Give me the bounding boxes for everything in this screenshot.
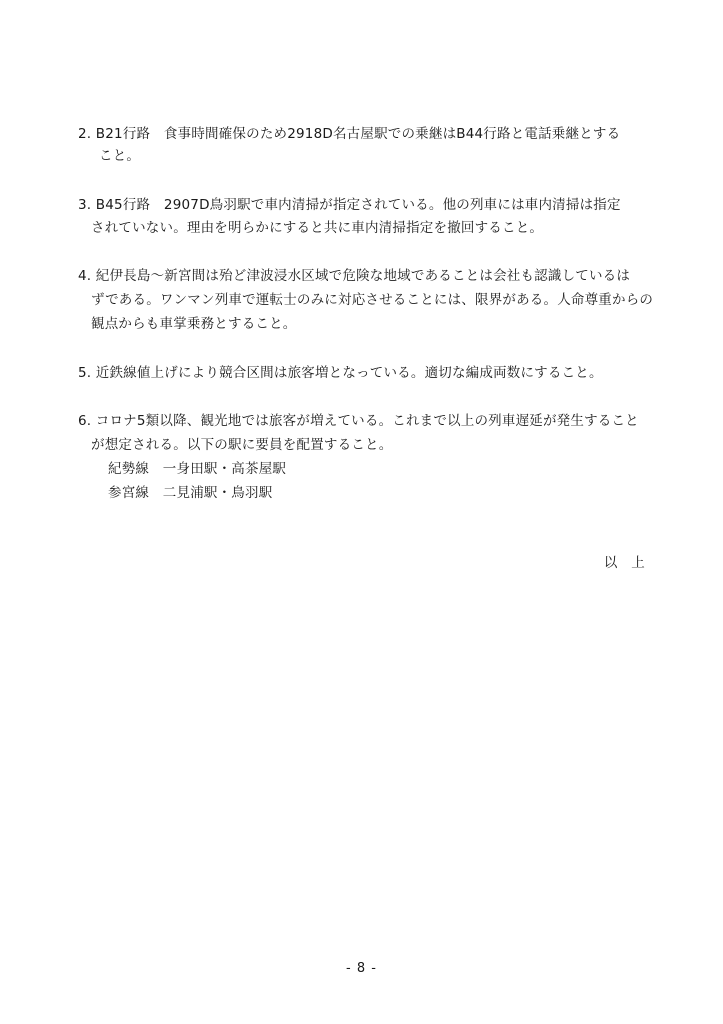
- item-6-number: 6.: [78, 413, 92, 429]
- item-3-line-2: されていない。理由を明らかにすると共に車内清掃指定を撤回すること。: [91, 220, 544, 236]
- item-3-line-1: [78, 195, 621, 215]
- item-3-text-1: B45行路 2907D鳥羽駅で車内清掃が指定されている。他の列車には車内清掃は指定: [95, 197, 621, 213]
- item-4-text-1: 紀伊長島～新宮間は殆ど津波浸水区域で危険な地域であることは会社も認識しているは: [95, 268, 631, 284]
- item-2-line-1: [78, 124, 620, 144]
- closing-mark: 以 上: [603, 555, 645, 571]
- item-4-line-1: [78, 266, 630, 286]
- item-6-text-1: コロナ5類以降、観光地では旅客が増えている。これまで以上の列車遅延が発生すること: [95, 413, 639, 429]
- item-4-line-2: ずである。ワンマン列車で運転士のみに対応させることには、限界がある。人命尊重からの: [91, 292, 654, 308]
- item-5-text-1: 近鉄線値上げにより競合区間は旅客増となっている。適切な編成両数にすること。: [95, 365, 603, 381]
- station-line-kisei: 紀勢線 一身田駅・高茶屋駅: [108, 461, 287, 477]
- item-5-line-1: [78, 363, 603, 383]
- item-2-number: 2.: [78, 126, 92, 142]
- item-6-line-1: [78, 411, 639, 431]
- item-6-line-2: が想定される。以下の駅に要員を配置すること。: [91, 437, 393, 453]
- item-2-line-2: こと。: [99, 148, 141, 164]
- item-4-number: 4.: [78, 268, 92, 284]
- item-3-number: 3.: [78, 197, 92, 213]
- item-2-text-1: B21行路 食事時間確保のため2918D名古屋駅での乗継はB44行路と電話乗継とする: [95, 126, 621, 142]
- item-5-number: 5.: [78, 365, 92, 381]
- item-4-line-3: 観点からも車掌乗務とすること。: [91, 316, 297, 332]
- page-number: - 8 -: [346, 961, 377, 976]
- station-line-sangu: 参宮線 二見浦駅・鳥羽駅: [108, 485, 273, 501]
